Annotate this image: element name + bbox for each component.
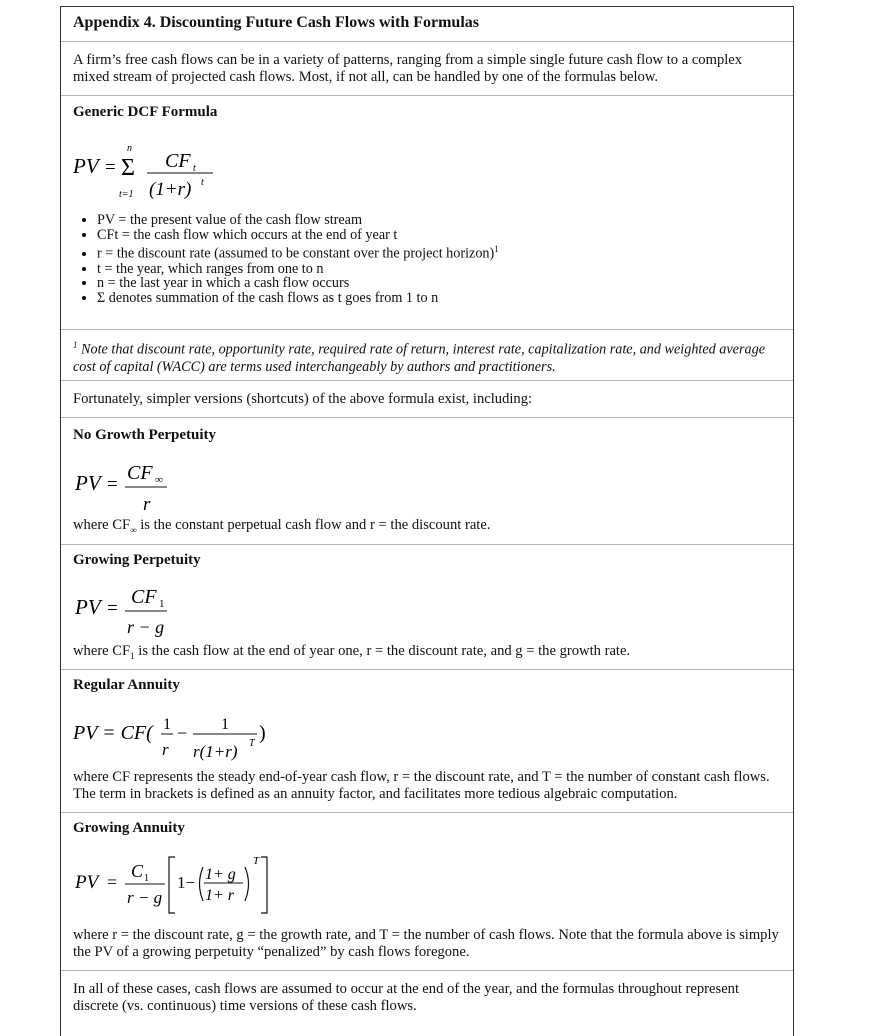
page-title: Appendix 4. Discounting Future Cash Flows with Formulas	[73, 14, 479, 31]
formula-numerator-sub: ∞	[155, 474, 163, 486]
regular-annuity-description: where CF represents the steady end-of-year cash flow, r = the discount rate, and T = the number of constant cash flows. The term in brackets is defined as an annuity factor, and facilitates more tedious algebraic computation.	[73, 769, 770, 802]
divider	[61, 417, 793, 418]
list-item: • t = the year, which ranges from one to n	[97, 262, 781, 277]
growing-annuity-formula	[61, 845, 301, 925]
formula-denominator-sup: T	[249, 738, 255, 749]
divider	[61, 970, 793, 971]
formula-inner-numerator: 1+ g	[205, 866, 236, 883]
list-item	[97, 242, 781, 261]
list-item: • PV = the present value of the cash flow stream	[97, 213, 781, 228]
shortcuts-text: Fortunately, simpler versions (shortcuts) of the above formula exist, including:	[73, 391, 533, 407]
growing-perpetuity-formula	[61, 579, 201, 641]
no-growth-formula	[61, 455, 201, 517]
formula-denominator: (1+r)	[149, 179, 192, 200]
formula-inner-denominator: 1+ r	[205, 887, 235, 904]
footnote-mark: 1	[73, 340, 78, 350]
formula-one-minus: 1−	[177, 873, 196, 892]
formula-one: 1	[163, 716, 171, 733]
divider	[61, 544, 793, 545]
list-item: • n = the last year in which a cash flow occurs	[97, 276, 781, 291]
formula-sigma: Σ	[121, 155, 135, 181]
growing-perpetuity-heading: Growing Perpetuity	[73, 552, 201, 568]
formula-numerator: CF	[131, 586, 157, 608]
formula-pv: PV	[75, 872, 99, 893]
formula-numerator-sub: t	[193, 163, 196, 174]
divider	[61, 812, 793, 813]
formula-exponent: T	[253, 855, 260, 867]
formula-denominator-sup: t	[201, 177, 204, 188]
formula-denominator: r − g	[127, 888, 163, 907]
generic-dcf-heading: Generic DCF Formula	[73, 104, 218, 120]
footnote	[61, 337, 793, 376]
formula-pv: PV	[75, 471, 101, 495]
formula-equals: =	[107, 474, 118, 495]
no-growth-heading: No Growth Perpetuity	[73, 427, 217, 443]
divider	[61, 329, 793, 330]
formula-denominator: r − g	[127, 617, 165, 637]
formula-denominator: r	[143, 494, 151, 515]
formula-upper-limit: n	[127, 143, 132, 154]
divider	[61, 95, 793, 96]
formula-r: r	[162, 740, 169, 759]
formula-denominator: r(1+r)	[193, 742, 238, 761]
formula-close: )	[259, 722, 266, 744]
divider	[61, 380, 793, 381]
desc-text: is the cash flow at the end of year one, r = the discount rate, and g = the growth rate.	[134, 643, 631, 659]
desc-text: where CF	[73, 643, 131, 659]
generic-dcf-formula	[61, 135, 261, 207]
desc-text: where CF	[73, 517, 131, 533]
growing-annuity-description: where r = the discount rate, g = the growth rate, and T = the number of cash flows. Note that the formula above is simply the PV of a growing perpetuity “penalized” by cash flows foregone.	[73, 927, 779, 960]
desc-text: is the constant perpetual cash flow and r = the discount rate.	[136, 517, 491, 533]
footnote-ref: 1	[494, 244, 499, 255]
regular-annuity-formula	[61, 703, 301, 769]
closing-paragraph: In all of these cases, cash flows are assumed to occur at the end of the year, and the formulas throughout represent discrete (vs. continuous) time versions of these cash flows.	[73, 981, 740, 1014]
no-growth-description	[61, 517, 793, 539]
formula-numerator-sub: 1	[159, 598, 165, 610]
formula-numerator: CF	[127, 462, 153, 484]
formula-lhs: PV = CF(	[73, 722, 153, 744]
intro-paragraph: A firm’s free cash flows can be in a variety of patterns, ranging from a simple single future cash flow to a complex mixed stream of projected cash flows. Most, if not all, can be handled by one of the formulas below.	[73, 52, 743, 85]
list-item-text: r = the discount rate (assumed to be constant over the project horizon)	[97, 245, 495, 262]
growing-annuity-heading: Growing Annuity	[73, 820, 185, 836]
formula-lower-limit: t=1	[119, 189, 134, 200]
list-item: • CFt = the cash flow which occurs at the end of year t	[97, 228, 781, 243]
footnote-text: Note that discount rate, opportunity rate, required rate of return, interest rate, capitalization rate, and weighted average cost of capital (WACC) are terms used interchangeably by authors and practitioners.	[73, 341, 765, 375]
divider	[61, 669, 793, 670]
formula-equals: =	[105, 157, 116, 178]
regular-annuity-heading: Regular Annuity	[73, 677, 180, 693]
formula-equals: =	[107, 598, 118, 619]
formula-numerator: C	[131, 861, 144, 881]
formula-pv: PV	[75, 595, 101, 619]
list-item: • Σ denotes summation of the cash flows as t goes from 1 to n	[97, 291, 781, 306]
growing-perpetuity-description	[61, 643, 793, 665]
formula-numerator: CF	[165, 150, 191, 172]
divider	[61, 41, 793, 42]
formula-pv: PV	[73, 154, 99, 178]
definitions-list	[61, 213, 793, 305]
formula-minus: −	[177, 723, 188, 743]
formula-equals: =	[107, 872, 118, 892]
desc-subscript: ∞	[130, 524, 137, 535]
appendix-panel	[60, 6, 794, 1036]
formula-one: 1	[221, 716, 229, 733]
formula-numerator-sub: 1	[144, 873, 149, 884]
desc-subscript: 1	[130, 650, 135, 661]
